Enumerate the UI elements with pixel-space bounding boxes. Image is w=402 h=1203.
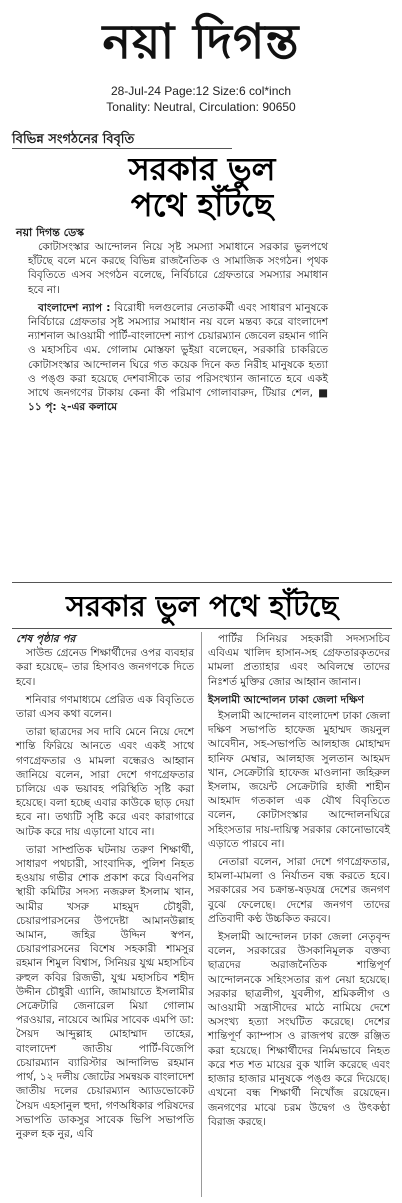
right-para-1: পার্টির সিনিয়র সহকারী সদস্যসচিব এবিএম খালিদ হাসান-সহ গ্রেফতারকৃতদের মামলা প্রত্যাহার এবং অবিলম্বে তাদের নিঃশর্ত মুক্তির জোর আহ্বান জানান। <box>208 633 390 688</box>
masthead <box>0 0 402 118</box>
logo-text: নয়া দিগন্ত <box>102 14 300 70</box>
right-para-3: নেতারা বলেন, সারা দেশে গণগ্রেফতার, হামলা-মামলা ও নির্যাতন বন্ধ করতে হবে। সরকারের সব চক্রান্ত-ষড়যন্ত্র দেশের জনগণ বুঝে ফেলেছে। দেশের জনগণ তাদের প্রতিবাদী কণ্ঠ উচ্চকিত করবে। <box>208 856 390 925</box>
right-para-2: ইসলামী আন্দোলন বাংলাদেশ ঢাকা জেলা দক্ষিণ সভাপতি হাফেজ মুহাম্মদ জয়নুল আবেদীন, সহ-সভাপতি আলহাজ মোহাম্মদ হানিফ মেম্বার, আলহাজ সুলতান আহমদ খান, সেক্রেটারি হাফেজ মাওলানা জহিরুল ইসলাম, জয়েন্ট সেক্রেটারি হাজী শাহীন আহমাদ গতকাল এক যৌথ বিবৃতিতে বলেন, কোটাসংস্কার আন্দোলনঘিরে সহিংসতার দায়-দায়িত্ব সরকার কোনোভাবেই এড়াতে পারবে না। <box>208 710 390 850</box>
jump-line: ■ ১১ পৃ: ২-এর কলামে <box>28 387 328 414</box>
newspaper-logo <box>60 10 342 74</box>
article2-headline: সরকার ভুল পথে হাঁটছে <box>65 589 339 623</box>
column-divider <box>201 632 202 1197</box>
left-para-3: তারা ছাত্রদের সব দাবি মেনে নিয়ে দেশে শান্তি ফিরিয়ে আনতে এবং একই সাথে গণগ্রেফতার ও মামলা বন্ধেরও আহ্বান জানিয়ে বলেন, সারা দেশে গণগ্রেফতার চালিয়ে এক ভয়াবহ পরিস্থিতি সৃষ্টি করা হয়েছে। বলা হচ্ছে এবার কাউকে ছাড় দেয়া হবে না। তথ্যটি সৃষ্টি করে এবং কারাগারে আটক করে দায় এড়ানো যাবে না। <box>16 726 194 838</box>
newspaper-clipping <box>0 118 402 1203</box>
article1-para-1: কোটাসংস্কার আন্দোলন নিয়ে সৃষ্ট সমস্যা সমাধানে সরকার ভুলপথে হাঁটছে বলে মনে করছে বিভিন্ন রাজনৈতিক ও সামাজিক সংগঠন। পৃথক বিবৃতিতে এসব সংগঠন বলেছে, নির্বিচারে গ্রেফতারে সমস্যার সমাধান হবে না। <box>28 241 328 296</box>
clip-info-line: 28-Jul-24 Page:12 Size:6 col*inch <box>110 84 292 98</box>
left-para-4: তারা সাম্প্রতিক ঘটনায় তরুণ শিক্ষার্থী, সাধারণ পথচারী, সাংবাদিক, পুলিশ নিহত হওয়ায় গভীর শোক প্রকাশ করে বিএনপির স্থায়ী কমিটির সদস্য নজরুল ইসলাম খান, আমীর খসরু মাহমুদ চৌধুরী, চেয়ারপারসনের উপদেষ্টা আমানউল্লাহ আমান, জহির উদ্দিন স্বপন, চেয়ারপারসনের বিশেষ সহকারী শামসুর রহমান শিমুল বিশ্বাস, সিনিয়র যুগ্ম মহাসচিব রুহুল কবির রিজভী, যুগ্ম মহাসচিব শহীদ উদ্দীন চৌধুরী এ্যানি, জামায়াতে ইসলামীর সেক্রেটারি জেনারেল মিয়া গোলাম পরওয়ার, নায়েবে আমির সাবেক এমপি ডা: সৈয়দ আব্দুল্লাহ মোহাম্মাদ তাহের, বাংলাদেশ জাতীয় পার্টি-বিজেপি চেয়ারম্যান ব্যারিস্টার আন্দালিভ রহমান পার্থ, ১২ দলীয় জোটের সমন্বয়ক বাংলাদেশ জাতীয় দলের চেয়ারম্যান অ্যাডভোকেট সৈয়দ এহসানুল হুদা, গণঅধিকার পরিষদের সভাপতি ডাকসুর সাবেক ভিপি সভাপতি নুরুল হক নুর, এবি <box>16 843 194 1140</box>
article2-left-column <box>16 632 194 1145</box>
headline-line-2: পথে হাঁটছে <box>130 186 274 224</box>
headline-line-1: সরকার ভুল <box>128 150 276 188</box>
right-subhead: ইসলামী আন্দোলন ঢাকা জেলা দক্ষিণ <box>208 693 365 706</box>
article-kicker: বিভিন্ন সংগঠনের বিবৃতি <box>12 132 135 147</box>
para2-text: বিরোধী দলগুলোর নেতাকর্মী এবং সাধারণ মানুষকে নির্বিচারে গ্রেফতার সৃষ্ট সমস্যার সমাধান নয় বলে মন্তব্য করে বাংলাদেশ ন্যাশনাল আওয়ামী পার্টি-বাংলাদেশ ন্যাপ চেয়ারম্যান জেবেল রহমান গানি ও মহাসচিব এম. গোলাম মোস্তফা ভুইয়া বলেছেন, সরকারি চাকরিতে কোটাসংস্কার আন্দোলন ঘিরে গত কয়েক দিনে কত নিরীহ মানুষকে হত্যা ও পঙ্গু করা হয়েছে দেশবাসীকে তার পরিসংখ্যান জানাতে হবে একই সাথে জনগণের টাকায় কেনা কী পরিমাণ গোলাবারুদ, টিয়ার শেল, <box>28 301 328 400</box>
para2-subhead: বাংলাদেশ ন্যাপ : <box>38 301 111 314</box>
clip-tonality-line: Tonality: Neutral, Circulation: 90650 <box>106 100 296 114</box>
article1-body <box>28 240 328 418</box>
byline: নয়া দিগন্ত ডেস্ক <box>16 226 85 239</box>
headline2-rule <box>12 628 392 629</box>
left-para-1: সাউন্ড গ্রেনেড শিক্ষার্থীদের ওপর ব্যবহার করা হয়েছে– তার হিসাবও জনগণকে দিতে হবে। <box>16 647 194 688</box>
article2-right-column <box>208 632 390 1133</box>
continued-label: শেষ পৃষ্ঠার পর <box>16 633 76 645</box>
article-separator <box>12 582 392 583</box>
article1-para-2 <box>28 301 328 415</box>
right-para-4: ইসলামী আন্দোলন ঢাকা জেলা নেতৃবৃন্দ বলেন, সরকারের উসকানিমূলক বক্তব্য ছাত্রদের অরাজনৈতিক শান্তিপূর্ণ আন্দোলনকে সহিংসতার রূপ নেয়া হয়েছে। সরকার ছাত্রলীগ, যুবলীগ, শ্রমিকলীগ ও আওয়ামী সন্ত্রাসীদের মাঠে নামিয়ে দেশে অসংখ্য হত্যা সংঘটিত করেছে। দেশের শান্তিপূর্ণ ক্যাম্পাস ও রাজপথ রক্তে রঞ্জিত করা হয়েছে। শিক্ষার্থীদের নির্মমভাবে নিহত করে শত শত মায়ের বুক খালি করেছে এবং হাজার হাজার মানুষকে পঙ্গু করে দিয়েছে। এখনো বন্ধ শিক্ষার্থী নিখোঁজ রয়েছেন। জনগণের মাঝে চরম উদ্বেগ ও উৎকণ্ঠা বিরাজ করছে। <box>208 931 390 1128</box>
left-para-2: শনিবার গণমাধ্যমে প্রেরিত এক বিবৃতিতে তারা এসব কথা বলেন। <box>16 693 194 721</box>
